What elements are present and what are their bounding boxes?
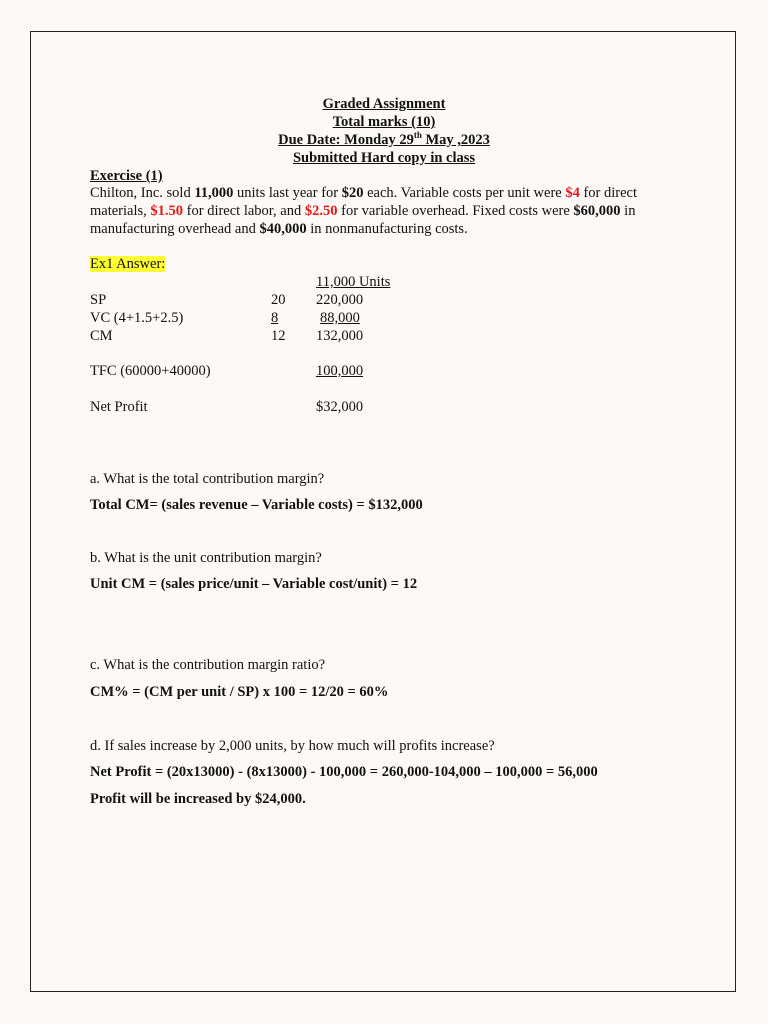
answer-label [90, 255, 165, 273]
direct-labor-value: $1.50 [150, 203, 184, 219]
units-column-header: 11,000 Units [316, 274, 391, 290]
exercise-text [90, 184, 680, 238]
question-b: b. What is the unit contribution margin? [90, 550, 322, 566]
answer-b: Unit CM = (sales price/unit – Variable cost/unit) = 12 [90, 576, 418, 592]
question-a: a. What is the total contribution margin? [90, 471, 325, 487]
text-part: in manufacturing overhead and [90, 203, 636, 237]
row-cm-unit: 12 [271, 328, 286, 344]
text-part: in nonmanufacturing costs. [306, 221, 468, 237]
due-date-suffix: May ,2023 [421, 132, 490, 148]
answer-label-text: Ex1 Answer: [90, 256, 166, 272]
row-sp-total: 220,000 [316, 292, 364, 308]
question-d: d. If sales increase by 2,000 units, by how much will profits increase? [90, 738, 495, 754]
fixed-nonmfg-value: $40,000 [259, 221, 307, 237]
tfc-label: TFC (60000+40000) [90, 363, 211, 379]
price-value: $20 [341, 185, 364, 201]
net-profit-total: $32,000 [316, 399, 364, 415]
row-sp-unit: 20 [271, 292, 286, 308]
assignment-title: Graded Assignment [322, 96, 446, 112]
due-date [31, 131, 737, 149]
row-vc-total: 88,000 [320, 310, 360, 326]
exercise-title: Exercise (1) [90, 168, 163, 184]
fixed-mfg-overhead-value: $60,000 [573, 203, 621, 219]
due-date-sup: th [413, 130, 422, 141]
net-profit-label: Net Profit [90, 399, 148, 415]
row-vc-label: VC (4+1.5+2.5) [90, 310, 184, 326]
text-part: units last year for [233, 185, 342, 201]
text-part: for variable overhead. Fixed costs were [337, 203, 574, 219]
text-part: Chilton, Inc. sold [90, 185, 195, 201]
submission-note: Submitted Hard copy in class [292, 150, 476, 166]
total-marks: Total marks (10) [332, 114, 436, 130]
document-page [30, 31, 736, 992]
row-vc-unit: 8 [271, 310, 279, 326]
text-part: for direct materials, [90, 185, 638, 219]
text-part: for direct labor, and [183, 203, 305, 219]
answer-c: CM% = (CM per unit / SP) x 100 = 12/20 = 60% [90, 684, 389, 700]
row-cm-total: 132,000 [316, 328, 364, 344]
answer-d-line2: Profit will be increased by $24,000. [90, 791, 306, 807]
row-sp-label: SP [90, 292, 107, 308]
text-part: each. Variable costs per unit were [363, 185, 566, 201]
question-c: c. What is the contribution margin ratio? [90, 657, 326, 673]
answer-a: Total CM= (sales revenue – Variable costs) = $132,000 [90, 497, 423, 513]
answer-d-line1: Net Profit = (20x13000) - (8x13000) - 100,000 = 260,000-104,000 – 100,000 = 56,000 [90, 764, 598, 780]
due-date-prefix: Due Date: Monday 29 [278, 132, 414, 148]
direct-materials-value: $4 [565, 185, 580, 201]
row-cm-label: CM [90, 328, 113, 344]
units-value: 11,000 [194, 185, 234, 201]
tfc-total: 100,000 [316, 363, 364, 379]
variable-overhead-value: $2.50 [304, 203, 338, 219]
